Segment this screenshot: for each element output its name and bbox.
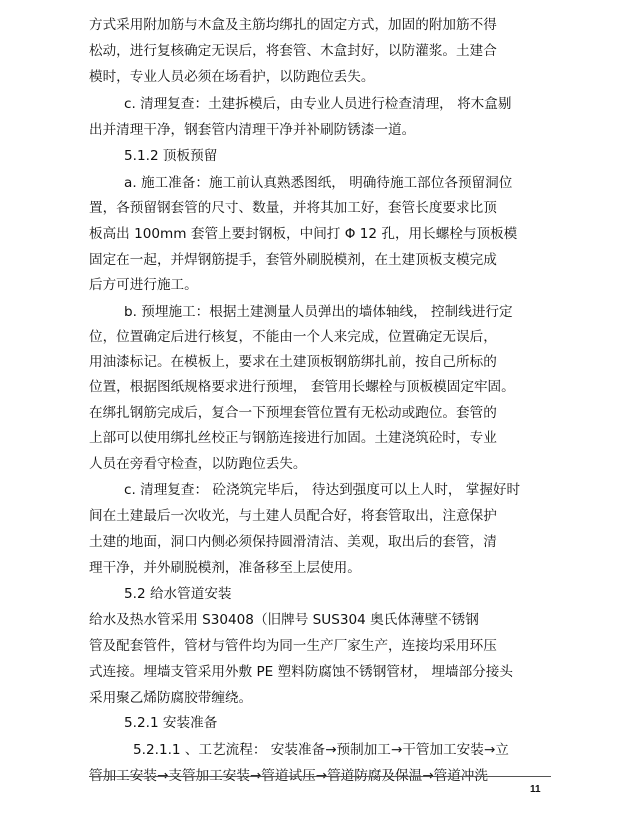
text-line: 土建的地面，洞口内侧必须保持圆滑清洁、美观，取出后的套管，清	[89, 534, 497, 550]
text-line: 给水及热水管采用 S30408（旧牌号 SUS304 奥氏体薄壁不锈钢	[89, 612, 479, 628]
text-line: 管加工安装→支管加工安装→管道试压→管道防腐及保温→管道冲洗	[89, 768, 488, 784]
text-line: a. 施工准备：施工前认真熟悉图纸， 明确待施工部位各预留洞位	[124, 175, 513, 191]
page-number: 11	[530, 784, 541, 795]
text-line: 位，位置确定后进行核复，不能由一个人来完成，位置确定无误后，	[89, 329, 497, 345]
section-heading: 5.1.2 顶板预留	[124, 148, 218, 164]
text-line: 方式采用附加筋与木盒及主筋均绑扎的固定方式，加固的附加筋不得	[89, 17, 497, 33]
text-line: 理干净，并外刷脱模剂，准备移至上层使用。	[89, 560, 361, 576]
text-line: 出并清理干净，钢套管内清理干净并补刷防锈漆一道。	[89, 122, 416, 138]
text-line: 固定在一起，并焊钢筋提手，套管外刷脱模剂，在土建顶板支模完成	[89, 252, 497, 268]
text-line: 间在土建最后一次收光，与土建人员配合好，将套管取出，注意保护	[89, 508, 497, 524]
text-line: c. 清理复查：土建拆模后，由专业人员进行检查清理， 将木盒剔	[124, 96, 512, 112]
text-line: 用油漆标记。在模板上，要求在土建顶板钢筋绑扎前，按自己所标的	[89, 354, 497, 370]
text-line: 在绑扎钢筋完成后，复合一下预埋套管位置有无松动或跑位。套管的	[89, 405, 497, 421]
text-line: 管及配套管件，管材与管件均为同一生产厂家生产，连接均采用环压	[89, 638, 497, 654]
text-line: 位置，根据图纸规格要求进行预埋， 套管用长螺栓与顶板模固定牢固。	[89, 379, 515, 395]
text-line: 人员在旁看守检查，以防跑位丢失。	[89, 456, 307, 472]
text-line: 模时，专业人员必须在场看护，以防跑位丢失。	[89, 69, 375, 85]
footer-rule	[89, 776, 551, 777]
text-line: 上部可以使用绑扎丝校正与钢筋连接进行加固。土建浇筑砼时，专业	[89, 430, 497, 446]
section-heading: 5.2.1 安装准备	[124, 715, 218, 731]
text-line: 式连接。埋墙支管采用外敷 PE 塑料防腐蚀不锈钢管材， 埋墙部分接头	[89, 664, 513, 680]
section-heading: 5.2 给水管道安装	[124, 586, 232, 602]
text-line: 后方可进行施工。	[89, 277, 198, 293]
text-line: 板高出 100mm 套管上要封钢板，中间打 Φ 12 孔，用长螺栓与顶板模	[89, 226, 518, 242]
text-line: c. 清理复查： 砼浇筑完毕后， 待达到强度可以上人时， 掌握好时	[124, 482, 521, 498]
text-line: 采用聚乙烯防腐胶带缠绕。	[89, 690, 253, 706]
text-line: 5.2.1.1 、工艺流程： 安装准备→预制加工→干管加工安装→立	[133, 742, 509, 758]
text-line: 置，各预留钢套管的尺寸、数量，并将其加工好，套管长度要求比顶	[89, 200, 497, 216]
text-line: b. 预埋施工：根据土建测量人员弹出的墙体轴线， 控制线进行定	[124, 304, 513, 320]
text-line: 松动，进行复核确定无误后，将套管、木盒封好，以防灌浆。土建合	[89, 43, 497, 59]
